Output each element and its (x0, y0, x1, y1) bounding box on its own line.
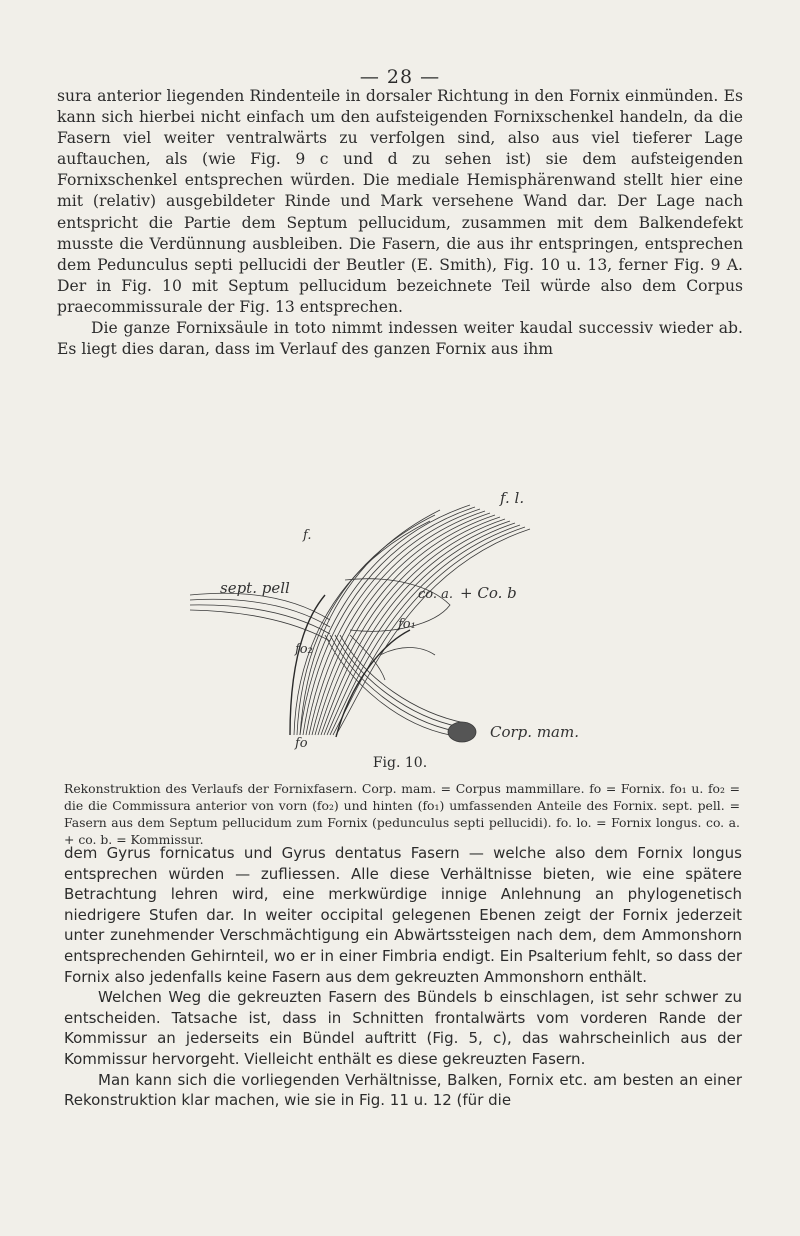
figure-10 (150, 485, 670, 750)
body-text-top (57, 86, 743, 360)
paragraph: Die ganze Fornixsäule in toto nimmt indessen weiter kaudal successiv wieder ab. Es liegt dies daran, dass im Verlauf des ganzen Fornix aus ihm (57, 319, 743, 359)
fornix-reconstruction-drawing (150, 485, 670, 750)
page-number: — 28 — (359, 66, 441, 88)
paragraph: Man kann sich die vorliegenden Verhältnisse, Balken, Fornix etc. am besten an einer Rekonstruktion klar machen, wie sie in Fig. 11 u. 12 (für die (64, 1070, 742, 1110)
label-sept-pell: sept. pell (220, 579, 290, 597)
label-fl: f. l. (500, 489, 525, 507)
body-text-lower (64, 843, 742, 1111)
label-co-b: + Co. b (460, 584, 517, 602)
label-fo: fo (295, 736, 308, 750)
paragraph: dem Gyrus fornicatus und Gyrus dentatus Fasern — welche also dem Fornix longus entsprechen würden — zufliessen. Alle diese Verhältnisse bieten, wie eine spätere Betrachtung lehren wird, eine merkwürdige innige Anlehnung an phylogenetisch niedrigere Stufen dar. In weiter occipital gelegenen Ebenen zeigt der Fornix jederzeit unter zunehmender Verschmächtigung ein Abwärtssteigen nach dem, dem Ammonshorn entsprechenden Gehirnteil, wo er in einer Fimbria endigt. Ein Psalterium fehlt, so dass der Fornix also jedenfalls keine Fasern aus dem gekreuzten Ammonshorn enthält. (64, 844, 742, 986)
label-corp-mam: Corp. mam. (490, 723, 579, 741)
label-fo1: fo₁ (398, 617, 416, 632)
label-f: f. (303, 528, 312, 543)
label-co-a: co. a. (418, 587, 454, 602)
paragraph: sura anterior liegenden Rindenteile in dorsaler Richtung in den Fornix einmünden. Es kann sich hierbei nicht einfach um den aufsteigenden Fornixschenkel handeln, da die Fasern viel weiter ventralwärts zu verfolgen sind, also aus viel tieferer Lage auftauchen, als (wie Fig. 9 c und d zu sehen ist) sie dem aufsteigenden Fornixschenkel entsprechen würden. Die mediale Hemisphärenwand stellt hier eine mit (relativ) ausgebildeter Rinde und Mark versehene Wand dar. Der Lage nach entspricht die Partie dem Septum pellucidum, zusammen mit dem Balkendefekt musste die Verdünnung ausbleiben. Die Fasern, die aus ihr entspringen, entsprechen dem Pedunculus septi pellucidi der Beutler (E. Smith), Fig. 10 u. 13, ferner Fig. 9 A. Der in Fig. 10 mit Septum pellucidum bezeichnete Teil würde also dem Corpus praecommissurale der Fig. 13 entsprechen. (57, 87, 743, 316)
label-fo2: fo₂ (295, 642, 313, 657)
figure-legend: Rekonstruktion des Verlaufs der Fornixfasern. Corp. mam. = Corpus mammillare. fo = Fornix. fo₁ u. fo₂ = die die Commissura anterior von vorn (fo₂) und hinten (fo₁) umfassenden Anteile des Fornix. sept. pell. = Fasern aus dem Septum pellucidum zum Fornix (pedunculus septi pellucidi). fo. lo. = Fornix longus. co. a. + co. b. = Kommissur. (64, 781, 740, 847)
paragraph: Welchen Weg die gekreuzten Fasern des Bündels b einschlagen, ist sehr schwer zu entscheiden. Tatsache ist, dass in Schnitten frontalwärts vom vorderen Rande der Kommissur an jederseits ein Bündel auftritt (Fig. 5, c), das wahrscheinlich aus der Kommissur hervorgeht. Vielleicht enthält es diese gekreuzten Fasern. (64, 988, 742, 1068)
figure-caption: Fig. 10. (372, 755, 428, 771)
